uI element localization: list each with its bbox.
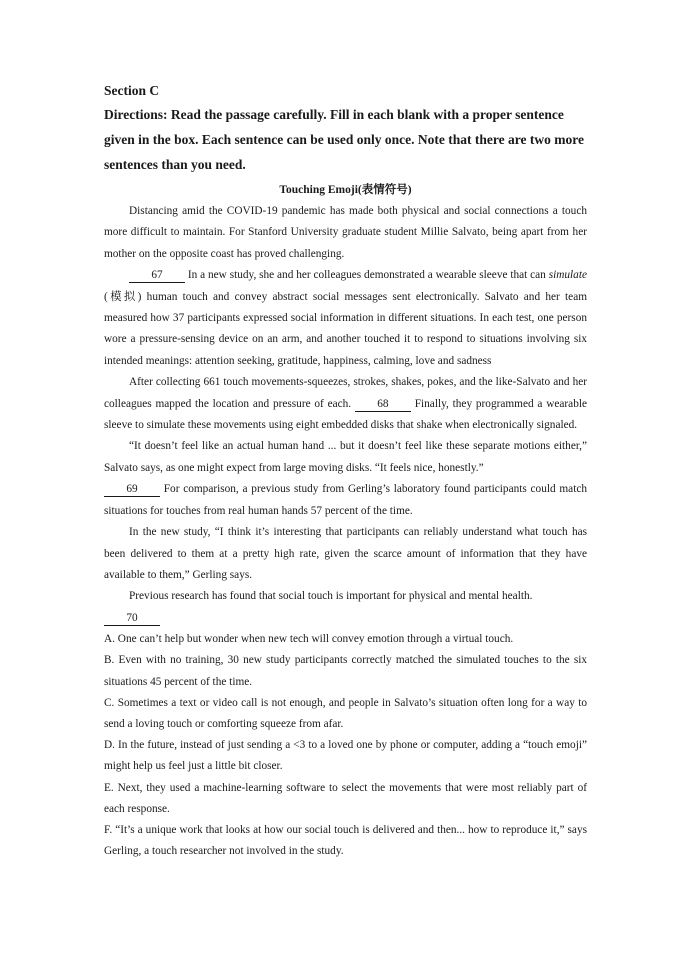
paragraph-6: In the new study, “I think it’s interesting that participants can reliably understand what touch has been delivered to them at a pretty high rate, given the scarce amount of information that they have available to them,” Gerling says. bbox=[104, 526, 587, 581]
paragraph-3 bbox=[104, 372, 587, 436]
paragraph-4: “It doesn’t feel like an actual human hand ... but it doesn’t feel like these separate motions either,” Salvato says, as one might expect from large moving disks. “It feels nice, honestly.” bbox=[104, 440, 587, 474]
option-b: B. Even with no training, 30 new study participants correctly matched the simulated touches to the six situations 45 percent of the time. bbox=[104, 654, 587, 688]
blank-69[interactable]: 69 bbox=[104, 483, 160, 497]
paragraph-2 bbox=[104, 265, 587, 372]
blank-67[interactable]: 67 bbox=[129, 269, 185, 283]
passage-title: Touching Emoji(表情符号) bbox=[279, 184, 412, 196]
option-d: D. In the future, instead of just sending a <3 to a loved one by phone or computer, adding a “touch emoji” might help us feel just a little bit closer. bbox=[104, 739, 587, 773]
paragraph-7: Previous research has found that social touch is important for physical and mental health. bbox=[129, 590, 533, 603]
paragraph-1: Distancing amid the COVID-19 pandemic has made both physical and social connections a touch more difficult to maintain. For Stanford University graduate student Millie Salvato, being apart from her mother on the opposite coast has proved challenging. bbox=[104, 205, 587, 260]
blank-68[interactable]: 68 bbox=[355, 398, 411, 412]
worksheet-page bbox=[104, 80, 587, 862]
directions-text: Directions: Read the passage carefully. Fill in each blank with a proper sentence given in the box. Each sentence can be used only once. Note that there are two more sentences than you need. bbox=[104, 107, 584, 172]
paragraph-2-text-a: In a new study, she and her colleagues demonstrated a wearable sleeve that can bbox=[185, 269, 549, 282]
paragraph-2-text-b: (模拟) human touch and convey abstract social messages sent electronically. Salvato and her team measured how 37 participants expressed social information in different situations. In each test, one person wore a pressure-sensing device on an arm, and another touched it to respond to situations involving six intended meanings: attention seeking, gratitude, happiness, calming, love and sadness bbox=[104, 290, 587, 367]
paragraph-2-italic-word: simulate bbox=[548, 269, 587, 282]
paragraph-3-text-a: After collecting 661 touch movements-squeezes, strokes, shakes, pokes, and the like-Salvato and her colleagues mapped the location and pressure of each. bbox=[104, 376, 587, 410]
section-heading: Section C bbox=[104, 83, 160, 98]
paragraph-5 bbox=[104, 479, 587, 522]
blank-70[interactable]: 70 bbox=[104, 612, 160, 626]
option-c: C. Sometimes a text or video call is not enough, and people in Salvato’s situation often long for a way to send a loving touch or comforting squeeze from afar. bbox=[104, 696, 587, 730]
paragraph-3-text-b: Finally, they programmed a wearable sleeve to simulate these movements using eight embedded disks that shake when electronically signaled. bbox=[104, 397, 587, 432]
option-e: E. Next, they used a machine-learning software to select the movements that were most reliably part of each response. bbox=[104, 781, 587, 815]
option-f: F. “It’s a unique work that looks at how our social touch is delivered and then... how to reproduce it,” says Gerling, a touch researcher not involved in the study. bbox=[104, 823, 587, 858]
paragraph-5-text: For comparison, a previous study from Gerling’s laboratory found participants could match situations for touches from real human hands 57 percent of the time. bbox=[104, 483, 587, 517]
option-a: A. One can’t help but wonder when new tech will convey emotion through a virtual touch. bbox=[104, 633, 514, 646]
paragraph-8 bbox=[104, 608, 587, 629]
